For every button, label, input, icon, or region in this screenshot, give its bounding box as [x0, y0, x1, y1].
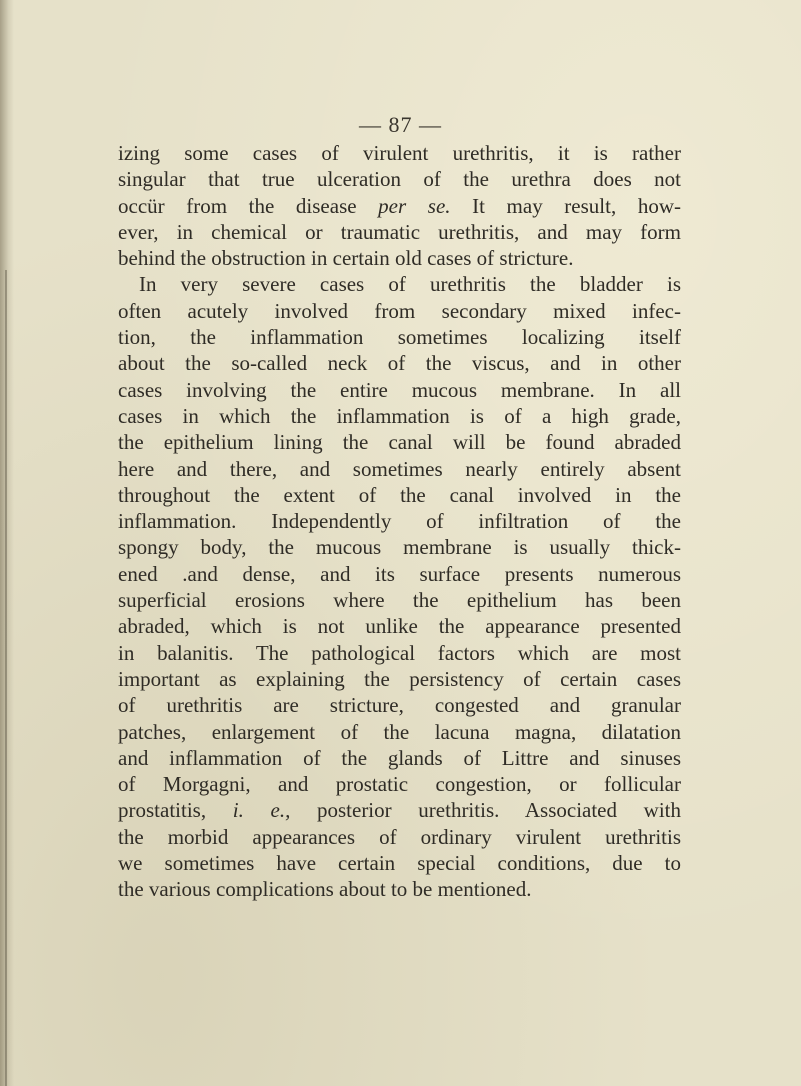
- text-line: cases involving the entire mucous membrane. In all: [118, 377, 681, 402]
- body-text: [118, 140, 681, 903]
- text-line: here and there, and sometimes nearly entirely absent: [118, 456, 681, 481]
- text-run: occür from the disease: [118, 193, 379, 218]
- text-line: [118, 193, 681, 219]
- text-line: important as explaining the persistency of certain cases: [118, 666, 681, 691]
- text-line: the morbid appearances of ordinary virulent urethritis: [118, 824, 681, 849]
- page-number: — 87 —: [359, 112, 442, 137]
- page-binding-shadow: [0, 0, 14, 1086]
- text-line: izing some cases of virulent urethritis, it is rather: [118, 141, 681, 165]
- text-line: behind the obstruction in certain old cases of stricture.: [118, 246, 574, 271]
- italic-phrase: i. e.,: [232, 798, 291, 823]
- text-run: prostatitis,: [118, 798, 233, 823]
- text-line: tion, the inflammation sometimes localizing itself: [118, 325, 681, 350]
- text-line: superficial erosions where the epithelium has been: [118, 588, 681, 613]
- text-line: of urethritis are stricture, congested and granular: [118, 693, 681, 718]
- text-line: of Morgagni, and prostatic congestion, or follicular: [118, 772, 681, 797]
- text-line: patches, enlargement of the lacuna magna, dilatation: [118, 719, 681, 744]
- text-line: spongy body, the mucous membrane is usually thick-: [118, 535, 681, 560]
- text-line: the various complications about to be mentioned.: [118, 877, 532, 902]
- text-line: and inflammation of the glands of Littre and sinuses: [118, 745, 681, 770]
- italic-phrase: per se.: [378, 193, 451, 218]
- text-line: throughout the extent of the canal involved in the: [118, 482, 681, 507]
- text-line: often acutely involved from secondary mixed infec-: [118, 298, 681, 323]
- text-run: It may result, how-: [450, 193, 681, 218]
- text-line: [118, 797, 681, 823]
- text-line: the epithelium lining the canal will be found abraded: [118, 430, 681, 455]
- text-line: abraded, which is not unlike the appearance presented: [118, 614, 681, 639]
- text-line: we sometimes have certain special conditions, due to: [118, 851, 681, 876]
- text-line: inflammation. Independently of infiltration of the: [118, 509, 681, 534]
- text-line: in balanitis. The pathological factors which are most: [118, 640, 681, 665]
- text-run: posterior urethritis. Associated with: [290, 798, 681, 823]
- text-line: cases in which the inflammation is of a high grade,: [118, 403, 681, 428]
- text-line: ened .and dense, and its surface presents numerous: [118, 561, 681, 586]
- text-line: In very severe cases of urethritis the bladder is: [139, 272, 681, 297]
- text-line: about the so-called neck of the viscus, and in other: [118, 351, 681, 376]
- text-line: ever, in chemical or traumatic urethritis, and may form: [118, 219, 681, 244]
- page-binding-line: [5, 270, 7, 1086]
- text-line: singular that true ulceration of the urethra does not: [118, 167, 681, 192]
